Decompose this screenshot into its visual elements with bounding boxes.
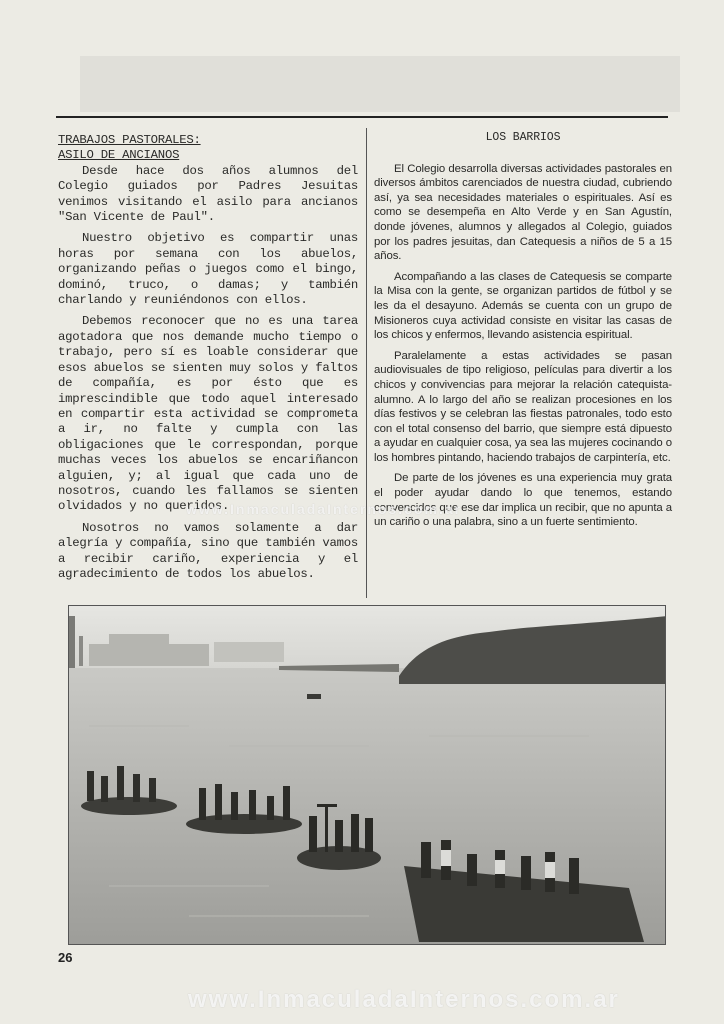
column-divider <box>366 128 367 598</box>
paragraph: El Colegio desarrolla diversas actividades pastorales en diversos ámbitos carenciados de nuestra ciudad, cubriendo así, ya sea necesidades materiales o espirituales. Así es como se desempeña en Alto Verde y en San Agustín, donde jóvenes, alumnos y allegados al Colegio, guiados por los padres jesuitas, dan Catequesis a niños de 5 a 15 años. <box>374 162 672 263</box>
paragraph: Debemos reconocer que no es una tarea agotadora que nos demande mucho tiempo o trabajo, pero sí es loable considerar que esos abuelos se sienten muy solos y faltos de compañía, es por ésto que es imprescindible que todo aquel interesado en compartir esta actividad se comprometa a ir, no falte y cumpla con las obligaciones que le correspondan, porque muchas veces los abuelos se encariñancon alguien, y; al igual que cada uno de nosotros, cuando les fallamos se sienten olvidados y no queridos. <box>58 314 358 514</box>
distant-boat <box>307 694 321 699</box>
photo-illustration <box>69 606 666 945</box>
paragraph: Acompañando a las clases de Catequesis se comparte la Misa con la gente, se organizan partidos de fútbol y se les da el desayuno. Además se cuenta con un grupo de Misioneros cuya actividad consiste en visitar las casas de los chicos y enfermos, llevando asistencia espiritual. <box>374 270 672 342</box>
watermark-bottom: www.InmaculadaInternos.com.ar <box>188 986 620 1013</box>
left-column-asilo <box>58 133 358 588</box>
section-title-barrios: LOS BARRIOS <box>485 131 561 144</box>
paragraph: Paralelamente a estas actividades se pasan audiovisuales de tipo religioso, películas para divertir a los chicos y convivencias para mejorar la relación catequista-alumno. A lo largo del año se realizan procesiones en los días festivos y se celebran las fiestas patronales, todo esto con el total consenso del barrio, que siempre está dipuesto a ayudar en cualquier cosa, ya sea las mujeres cocinando o los hombres pintando, haciendo trabajos de carpintería, etc. <box>374 349 672 464</box>
watermark-middle: www.InmaculadaInternos.com.ar <box>186 501 463 517</box>
paragraph: De parte de los jóvenes es una experiencia muy grata el poder ayudar dando lo que tenemos, estando convencidos que ese dar implica un recibir, que no apunta a un cariño o una palabra, sino a un fuerte sentimiento. <box>374 472 672 529</box>
bleed-through-shadow <box>80 56 680 112</box>
paragraph: Nosotros no vamos solamente a dar alegría y compañía, sino que también vamos a recibir cariño, experiencia y el agradecimiento de todos los abuelos. <box>58 520 358 581</box>
top-rule <box>56 116 668 118</box>
heading-line-1: TRABAJOS PASTORALES: <box>58 133 201 147</box>
right-column-barrios <box>374 131 672 536</box>
section-heading-asilo <box>58 133 358 164</box>
page-number: 26 <box>58 950 73 965</box>
paragraph: Nuestro objetivo es compartir unas horas por semana con los abuelos, organizando peñas o juegos como el bingo, dominó, truco, o damas; y también charlando y reuniéndonos con ellos. <box>58 231 358 308</box>
paragraph: Desde hace dos años alumnos del Colegio guiados por Padres Jesuitas venimos visitando el asilo para ancianos "San Vicente de Paul". <box>58 163 358 225</box>
heading-line-2: ASILO DE ANCIANOS <box>58 148 180 163</box>
boats-on-river-photo <box>68 605 666 945</box>
